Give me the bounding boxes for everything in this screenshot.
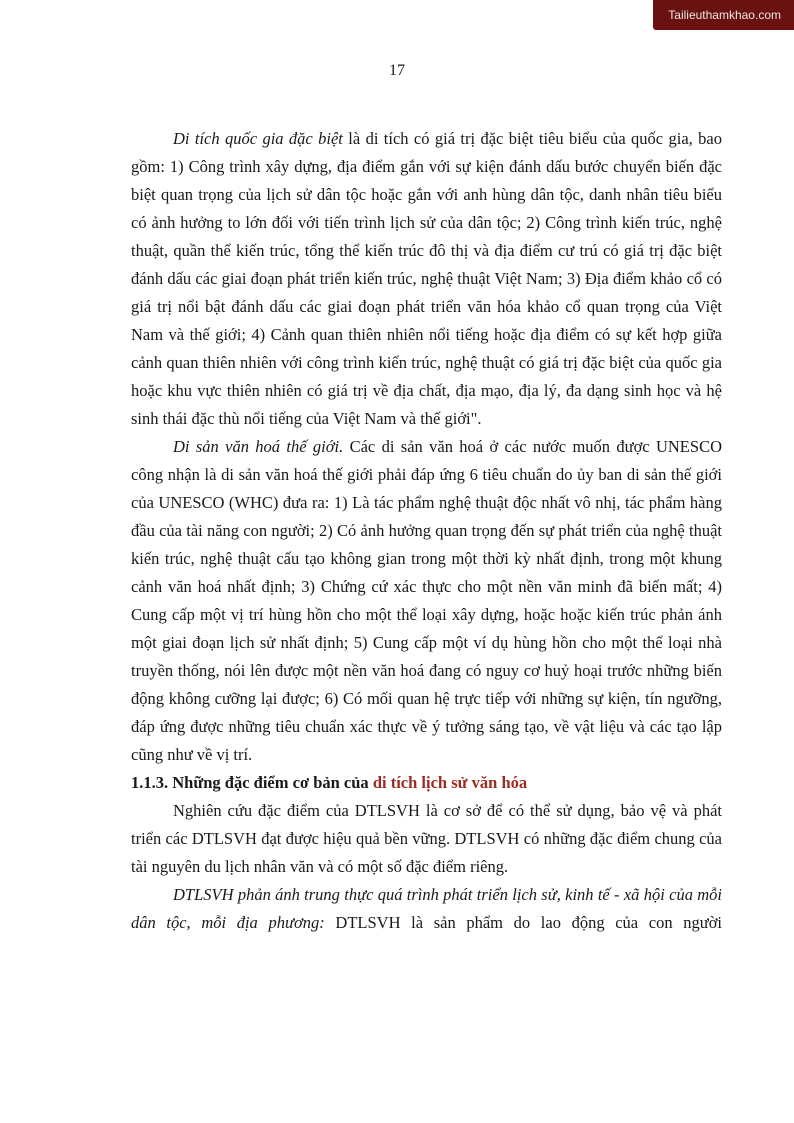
watermark-text: Tailieuthamkhao.com <box>668 8 781 22</box>
paragraph-world-heritage <box>131 433 722 769</box>
paragraph-text: là di tích có giá trị đặc biệt tiêu biểu của quốc gia, bao gồm: 1) Công trình xây dựng, địa điểm gắn với sự kiện đánh dấu bước chuyển biến đặc biệt quan trọng của lịch sử dân tộc hoặc gắn với anh hùng dân tộc, danh nhân tiêu biểu có ảnh hưởng to lớn đối với tiến trình lịch sử của dân tộc; 2) Công trình kiến trúc, nghệ thuật, quần thể kiến trúc, tổng thể kiến trúc đô thị và địa điểm cư trú có giá trị đặc biệt đánh dấu các giai đoạn phát triển kiến trúc, nghệ thuật Việt Nam; 3) Địa điểm khảo cổ có giá trị nổi bật đánh dấu các giai đoạn phát triển văn hóa khảo cổ quan trọng của Việt Nam và thế giới; 4) Cảnh quan thiên nhiên nổi tiếng hoặc địa điểm có sự kết hợp giữa cảnh quan thiên nhiên với công trình kiến trúc, nghệ thuật có giá trị đặc biệt của quốc gia hoặc khu vực thiên nhiên có giá trị về địa chất, địa mạo, địa lý, đa dạng sinh học và hệ sinh thái đặc thù nổi tiếng của Việt Nam và thế giới". <box>131 129 722 428</box>
paragraph-lead-italic: DTLSVH phản ánh trung thực quá trình phát triển lịch sử, kinh tế - xã hội của mỗi dân tộc, mỗi địa phương: <box>131 885 722 932</box>
page-body <box>131 125 722 937</box>
paragraph-text: DTLSVH là sản phẩm do lao động của con người <box>324 913 722 932</box>
paragraph-text: Các di sản văn hoá ở các nước muốn được UNESCO công nhận là di sản văn hoá thế giới phải đáp ứng 6 tiêu chuẩn do ủy ban di sản thế giới của UNESCO (WHC) đưa ra: 1) Là tác phẩm nghệ thuật độc nhất vô nhị, tác phẩm hàng đầu của tài năng con người; 2) Có ảnh hưởng quan trọng đến sự phát triển của nghệ thuật kiến trúc, nghệ thuật cấu tạo không gian trong một thời kỳ nhất định, trong một khung cảnh văn hoá nhất định; 3) Chứng cứ xác thực cho một nền văn minh đã biến mất; 4) Cung cấp một vị trí hùng hồn cho một thể loại xây dựng, hoặc hoặc kiến trúc phản ánh một giai đoạn lịch sử nhất định; 5) Cung cấp một ví dụ hùng hồn cho một thể loại nhà truyền thống, nói lên được một nền văn hoá đang có nguy cơ huỷ hoại trước những biến động không cưỡng lại được; 6) Có mối quan hệ trực tiếp với những sự kiện, tín ngưỡng, đáp ứng được những tiêu chuẩn xác thực về ý tưởng sáng tạo, về vật liệu và các tạo lập cũng như về vị trí. <box>131 437 722 764</box>
heading-highlight: di tích lịch sử văn hóa <box>372 773 528 792</box>
paragraph-text: Nghiên cứu đặc điểm của DTLSVH là cơ sở để có thể sử dụng, bảo vệ và phát triển các DTLSVH đạt được hiệu quả bền vững. DTLSVH có những đặc điểm chung của tài nguyên du lịch nhân văn và có một số đặc điểm riêng. <box>131 801 722 876</box>
watermark-badge <box>653 0 794 30</box>
paragraph-lead-italic: Di sản văn hoá thế giới. <box>173 437 344 456</box>
page-number: 17 <box>389 62 405 79</box>
paragraph-lead-italic: Di tích quốc gia đặc biệt <box>173 129 343 148</box>
paragraph-dtlsvh-reflection <box>131 881 722 937</box>
paragraph-special-national-monument <box>131 125 722 433</box>
heading-prefix: 1.1.3. Những đặc điểm cơ bản của <box>131 773 373 792</box>
section-heading-1-1-3 <box>131 769 722 797</box>
paragraph-characteristics-intro <box>131 797 722 881</box>
